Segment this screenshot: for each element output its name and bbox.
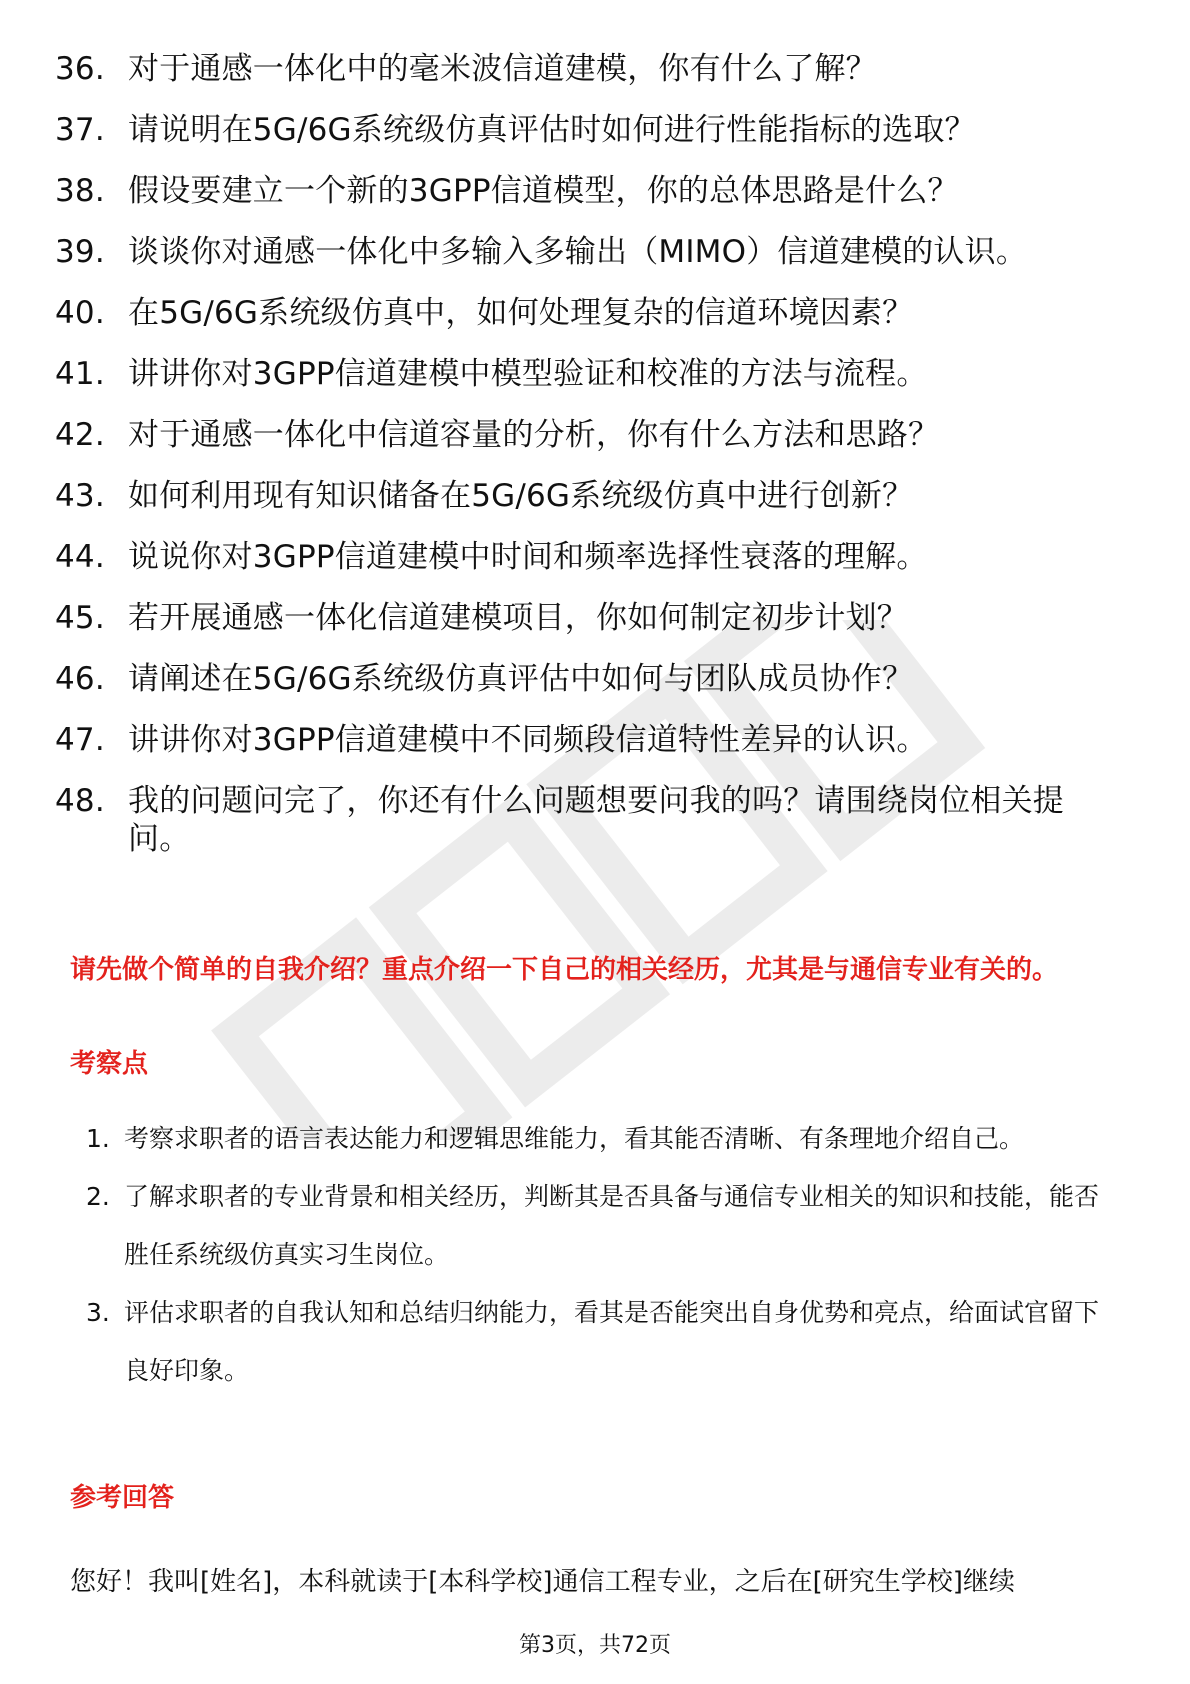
assessment-point <box>70 1110 1120 1168</box>
question-number: 41. <box>55 356 105 392</box>
question-text: 讲讲你对3GPP信道建模中模型验证和校准的方法与流程。 <box>128 356 928 392</box>
question-number: 43. <box>55 478 105 514</box>
question-text: 如何利用现有知识储备在5G/6G系统级仿真中进行创新？ <box>128 478 914 514</box>
point-number: 1. <box>86 1124 110 1153</box>
question-text: 对于通感一体化中的毫米波信道建模，你有什么了解？ <box>128 51 877 87</box>
question-number: 38. <box>55 173 105 209</box>
question-number: 48. <box>55 783 105 819</box>
question-number: 36. <box>55 51 105 87</box>
question-item-36 <box>55 50 1125 88</box>
heading-kaocha: 考察点 <box>70 1049 149 1079</box>
question-list <box>55 50 1125 881</box>
question-number: 37. <box>55 112 105 148</box>
point-number: 3. <box>86 1298 110 1327</box>
question-item-38 <box>55 172 1125 210</box>
question-number: 45. <box>55 600 105 636</box>
point-text: 了解求职者的专业背景和相关经历，判断其是否具备与通信专业相关的知识和技能，能否胜任系统级仿真实习生岗位。 <box>124 1182 1100 1269</box>
section-question-title: 请先做个简单的自我介绍？重点介绍一下自己的相关经历，尤其是与通信专业有关的。 <box>70 955 1059 985</box>
question-item-39 <box>55 233 1125 271</box>
question-item-42 <box>55 416 1125 454</box>
question-text: 谈谈你对通感一体化中多输入多输出（MIMO）信道建模的认识。 <box>128 234 1028 270</box>
question-text: 对于通感一体化中信道容量的分析，你有什么方法和思路？ <box>128 417 940 453</box>
point-text: 评估求职者的自我认知和总结归纳能力，看其是否能突出自身优势和亮点，给面试官留下良好印象。 <box>124 1298 1100 1385</box>
question-item-45 <box>55 599 1125 637</box>
question-item-37 <box>55 111 1125 149</box>
point-text: 考察求职者的语言表达能力和逻辑思维能力，看其能否清晰、有条理地介绍自己。 <box>124 1124 1025 1153</box>
question-number: 40. <box>55 295 105 331</box>
question-text: 我的问题问完了，你还有什么问题想要问我的吗？请围绕岗位相关提问。 <box>128 783 1064 857</box>
page-number-footer: 第3页，共72页 <box>519 1633 671 1658</box>
question-text: 在5G/6G系统级仿真中，如何处理复杂的信道环境因素？ <box>128 295 914 331</box>
question-text: 讲讲你对3GPP信道建模中不同频段信道特性差异的认识。 <box>128 722 928 758</box>
question-text: 若开展通感一体化信道建模项目，你如何制定初步计划？ <box>128 600 908 636</box>
question-number: 46. <box>55 661 105 697</box>
question-item-40 <box>55 294 1125 332</box>
question-item-43 <box>55 477 1125 515</box>
question-number: 47. <box>55 722 105 758</box>
assessment-point <box>70 1168 1120 1284</box>
question-item-47 <box>55 721 1125 759</box>
heading-reference-answer: 参考回答 <box>70 1483 175 1513</box>
assessment-point-list <box>70 1110 1120 1400</box>
assessment-point <box>70 1284 1120 1400</box>
question-text: 请阐述在5G/6G系统级仿真评估中如何与团队成员协作？ <box>128 661 914 697</box>
question-item-48 <box>55 782 1125 858</box>
question-text: 请说明在5G/6G系统级仿真评估时如何进行性能指标的选取？ <box>128 112 976 148</box>
reference-answer-text: 您好！我叫[姓名]，本科就读于[本科学校]通信工程专业，之后在[研究生学校]继续 <box>70 1567 1015 1597</box>
point-number: 2. <box>86 1182 110 1211</box>
question-number: 44. <box>55 539 105 575</box>
question-item-46 <box>55 660 1125 698</box>
question-text: 假设要建立一个新的3GPP信道模型，你的总体思路是什么？ <box>128 173 959 209</box>
question-text: 说说你对3GPP信道建模中时间和频率选择性衰落的理解。 <box>128 539 928 575</box>
question-number: 42. <box>55 417 105 453</box>
question-number: 39. <box>55 234 105 270</box>
question-item-44 <box>55 538 1125 576</box>
question-item-41 <box>55 355 1125 393</box>
